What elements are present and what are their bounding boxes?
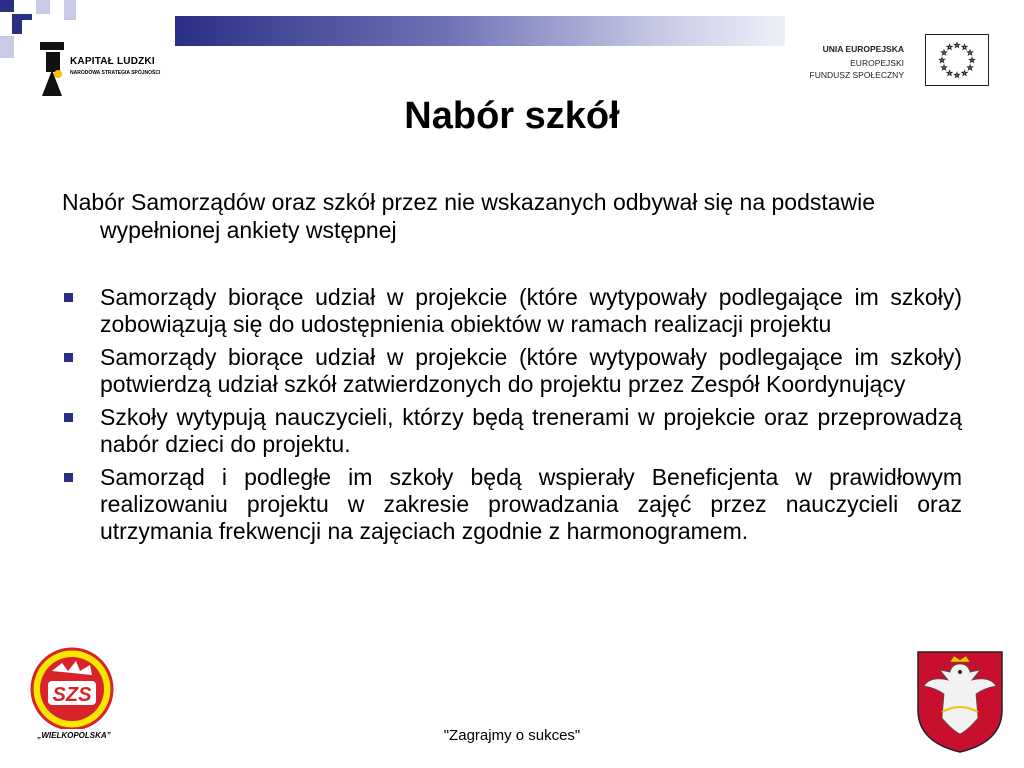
bullet-item <box>62 464 962 545</box>
corner-square-2 <box>36 0 50 14</box>
szs-emblem-icon <box>28 647 120 729</box>
bullet-item <box>62 404 962 458</box>
kapital-ludzki-logo <box>22 20 174 100</box>
kapital-ludzki-sublabel: NARODOWA STRATEGIA SPÓJNOŚCI <box>70 70 161 76</box>
szs-caption: „WIELKOPOLSKA” <box>37 731 111 740</box>
corner-square-5 <box>0 36 14 58</box>
bullet-text: Samorządy biorące udział w projekcie (które wytypowały podlegające im szkoły) zobowiązują się do udostępnienia obiektów w ramach realizacji projektu <box>100 284 962 337</box>
eu-star-icon: ☆ <box>968 57 976 65</box>
eu-flag-icon <box>925 34 989 86</box>
eu-star-icon: ☆ <box>946 70 953 78</box>
eu-star-icon: ☆ <box>961 44 968 52</box>
bullet-square-icon <box>64 353 73 362</box>
footer-slogan: "Zagrajmy o sukces" <box>443 727 581 744</box>
eu-logo <box>785 20 1000 100</box>
header-gradient-bar <box>175 16 785 46</box>
bullet-item <box>62 284 962 338</box>
bullet-text: Samorządy biorące udział w projekcie (które wytypowały podlegające im szkoły) potwierdzą udział szkół zatwierdzonych do projektu przez Zespół Koordynujący <box>100 344 962 397</box>
bullet-square-icon <box>64 293 73 302</box>
corner-square-3 <box>64 0 76 20</box>
slide-title: Nabór szkół <box>404 95 620 137</box>
svg-text:SZS: SZS <box>52 684 92 706</box>
bullet-list <box>62 284 962 551</box>
eu-star-icon: ☆ <box>953 42 961 50</box>
bullet-square-icon <box>64 473 73 482</box>
bullet-item <box>62 344 962 398</box>
eu-label-3: FUNDUSZ SPOŁECZNY <box>809 70 904 80</box>
eu-star-icon: ☆ <box>966 65 974 72</box>
eu-star-icon: ☆ <box>953 72 961 80</box>
bullet-text: Samorząd i podległe im szkoły będą wspierały Beneficjenta w prawidłowym realizowaniu projektu w zakresie prowadzania zajęć przez nauczycieli oraz utrzymania frekwencji na zajęciach zgodnie z harmonogramem. <box>100 464 962 544</box>
eu-star-icon: ☆ <box>961 70 968 78</box>
eu-star-icon: ☆ <box>940 65 948 72</box>
eu-star-icon: ☆ <box>966 50 974 57</box>
eu-label-2: EUROPEJSKI <box>850 58 904 68</box>
eu-label-1: UNIA EUROPEJSKA <box>822 44 904 54</box>
intro-paragraph: Nabór Samorządów oraz szkół przez nie wskazanych odbywał się na podstawie wypełnionej ankiety wstępnej <box>62 189 876 243</box>
bullet-text: Szkoły wytypują nauczycieli, którzy będą trenerami w projekcie oraz przeprowadzą nabór dzieci do projektu. <box>100 404 962 457</box>
kapital-ludzki-label: KAPITAŁ LUDZKI <box>70 56 155 67</box>
corner-square-1 <box>0 0 14 12</box>
eu-star-icon: ☆ <box>946 44 953 52</box>
eu-star-icon: ☆ <box>938 57 946 65</box>
eu-star-icon: ☆ <box>940 50 948 57</box>
bullet-square-icon <box>64 413 73 422</box>
